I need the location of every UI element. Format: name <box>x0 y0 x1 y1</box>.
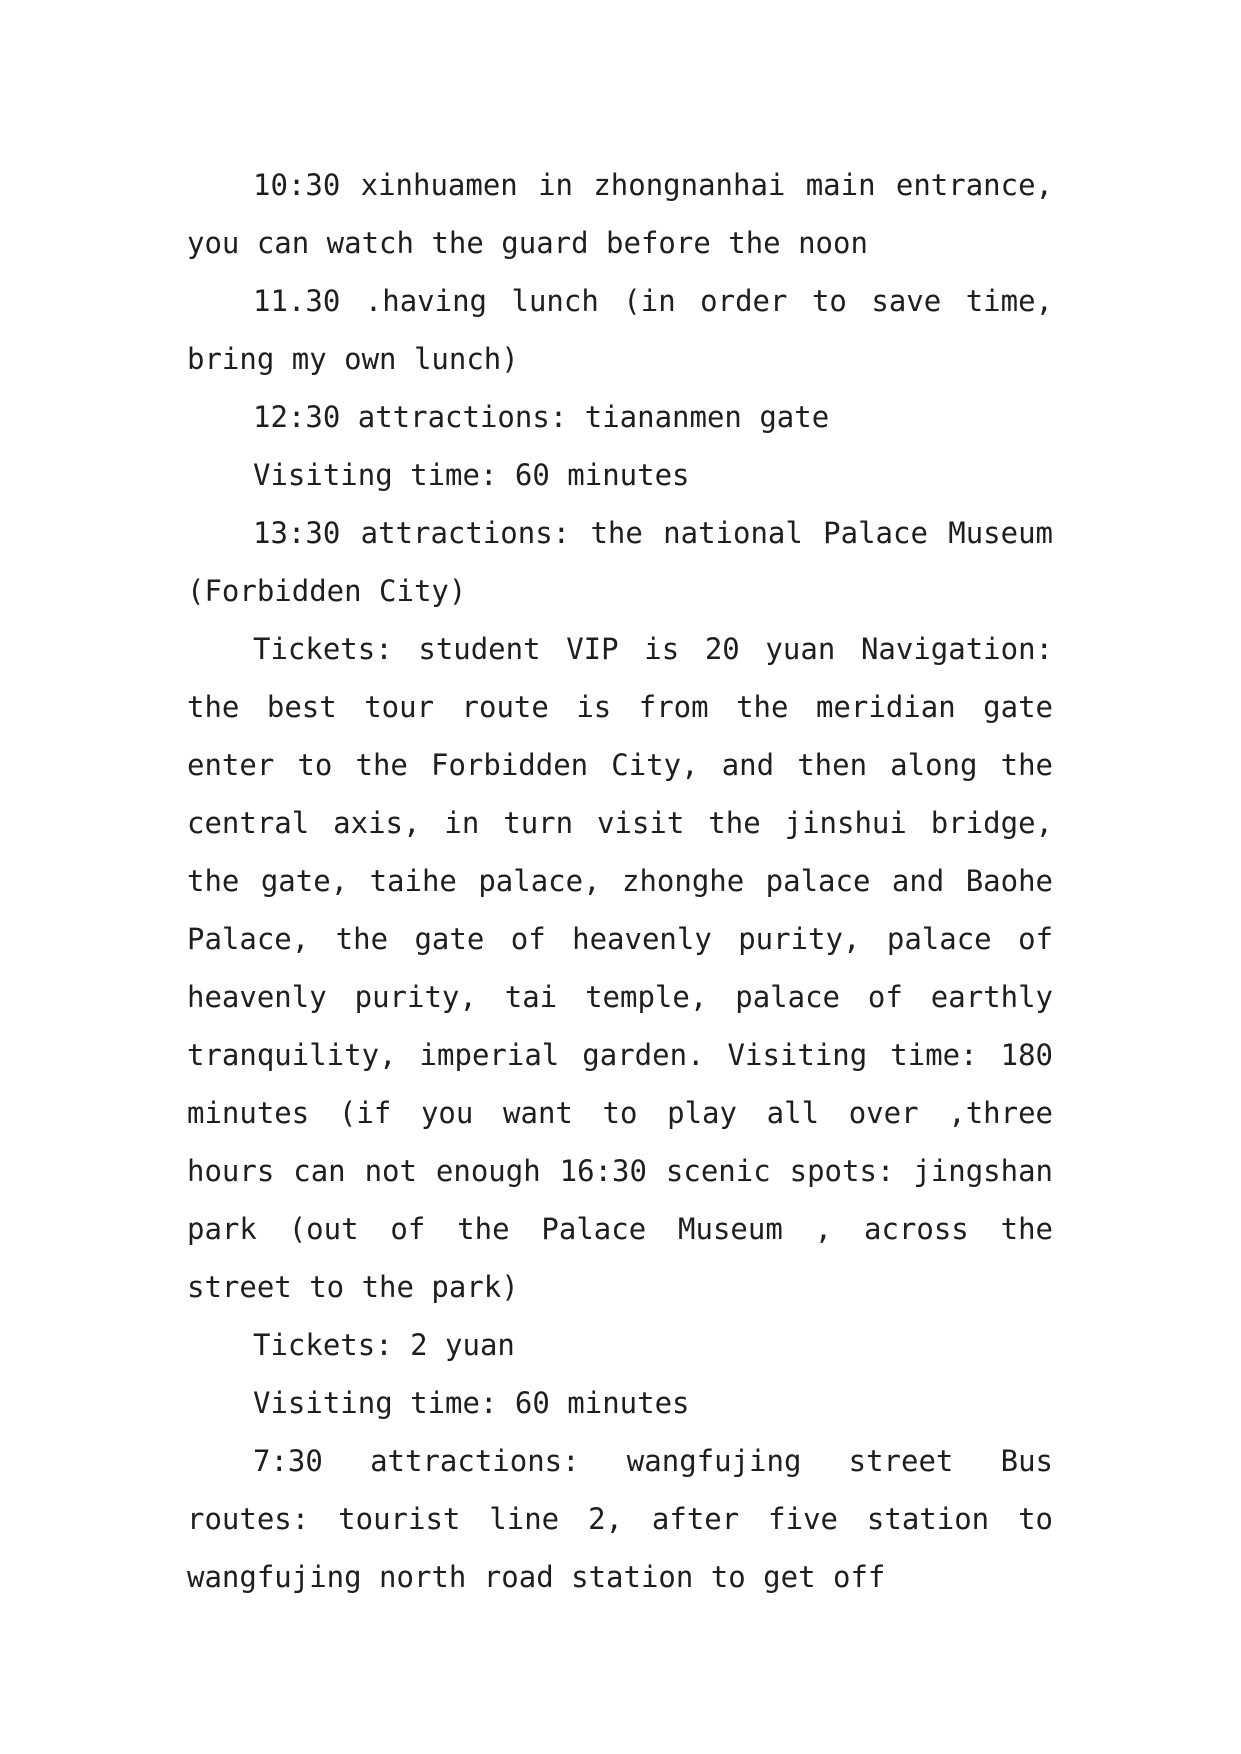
paragraph-tickets-jingshan: Tickets: 2 yuan <box>253 1328 515 1362</box>
paragraph-palace-museum: 13:30 attractions: the national Palace Museum (Forbidden City) <box>187 516 1053 608</box>
paragraph-visiting-time-1: Visiting time: 60 minutes <box>253 458 690 492</box>
paragraph-xinhuamen: 10:30 xinhuamen in zhongnanhai main entrance, you can watch the guard before the noon <box>187 168 1053 260</box>
paragraph-lunch: 11.30 .having lunch (in order to save time, bring my own lunch) <box>187 284 1053 376</box>
document-body <box>187 156 1053 1606</box>
paragraph-wangfujing: 7:30 attractions: wangfujing street Bus routes: tourist line 2, after five station to wangfujing north road station to get off <box>187 1444 1053 1594</box>
paragraph-tickets-navigation: Tickets: student VIP is 20 yuan Navigation: the best tour route is from the meridian gate enter to the Forbidden City, and then along the central axis, in turn visit the jinshui bridge, the gate, taihe palace, zhonghe palace and Baohe Palace, the gate of heavenly purity, palace of heavenly purity, tai temple, palace of earthly tranquility, imperial garden. Visiting time: 180 minutes (if you want to play all over ,three hours can not enough 16:30 scenic spots: jingshan park (out of the Palace Museum , across the street to the park) <box>187 632 1053 1304</box>
paragraph-visiting-time-2: Visiting time: 60 minutes <box>253 1386 690 1420</box>
paragraph-tiananmen: 12:30 attractions: tiananmen gate <box>253 400 830 434</box>
